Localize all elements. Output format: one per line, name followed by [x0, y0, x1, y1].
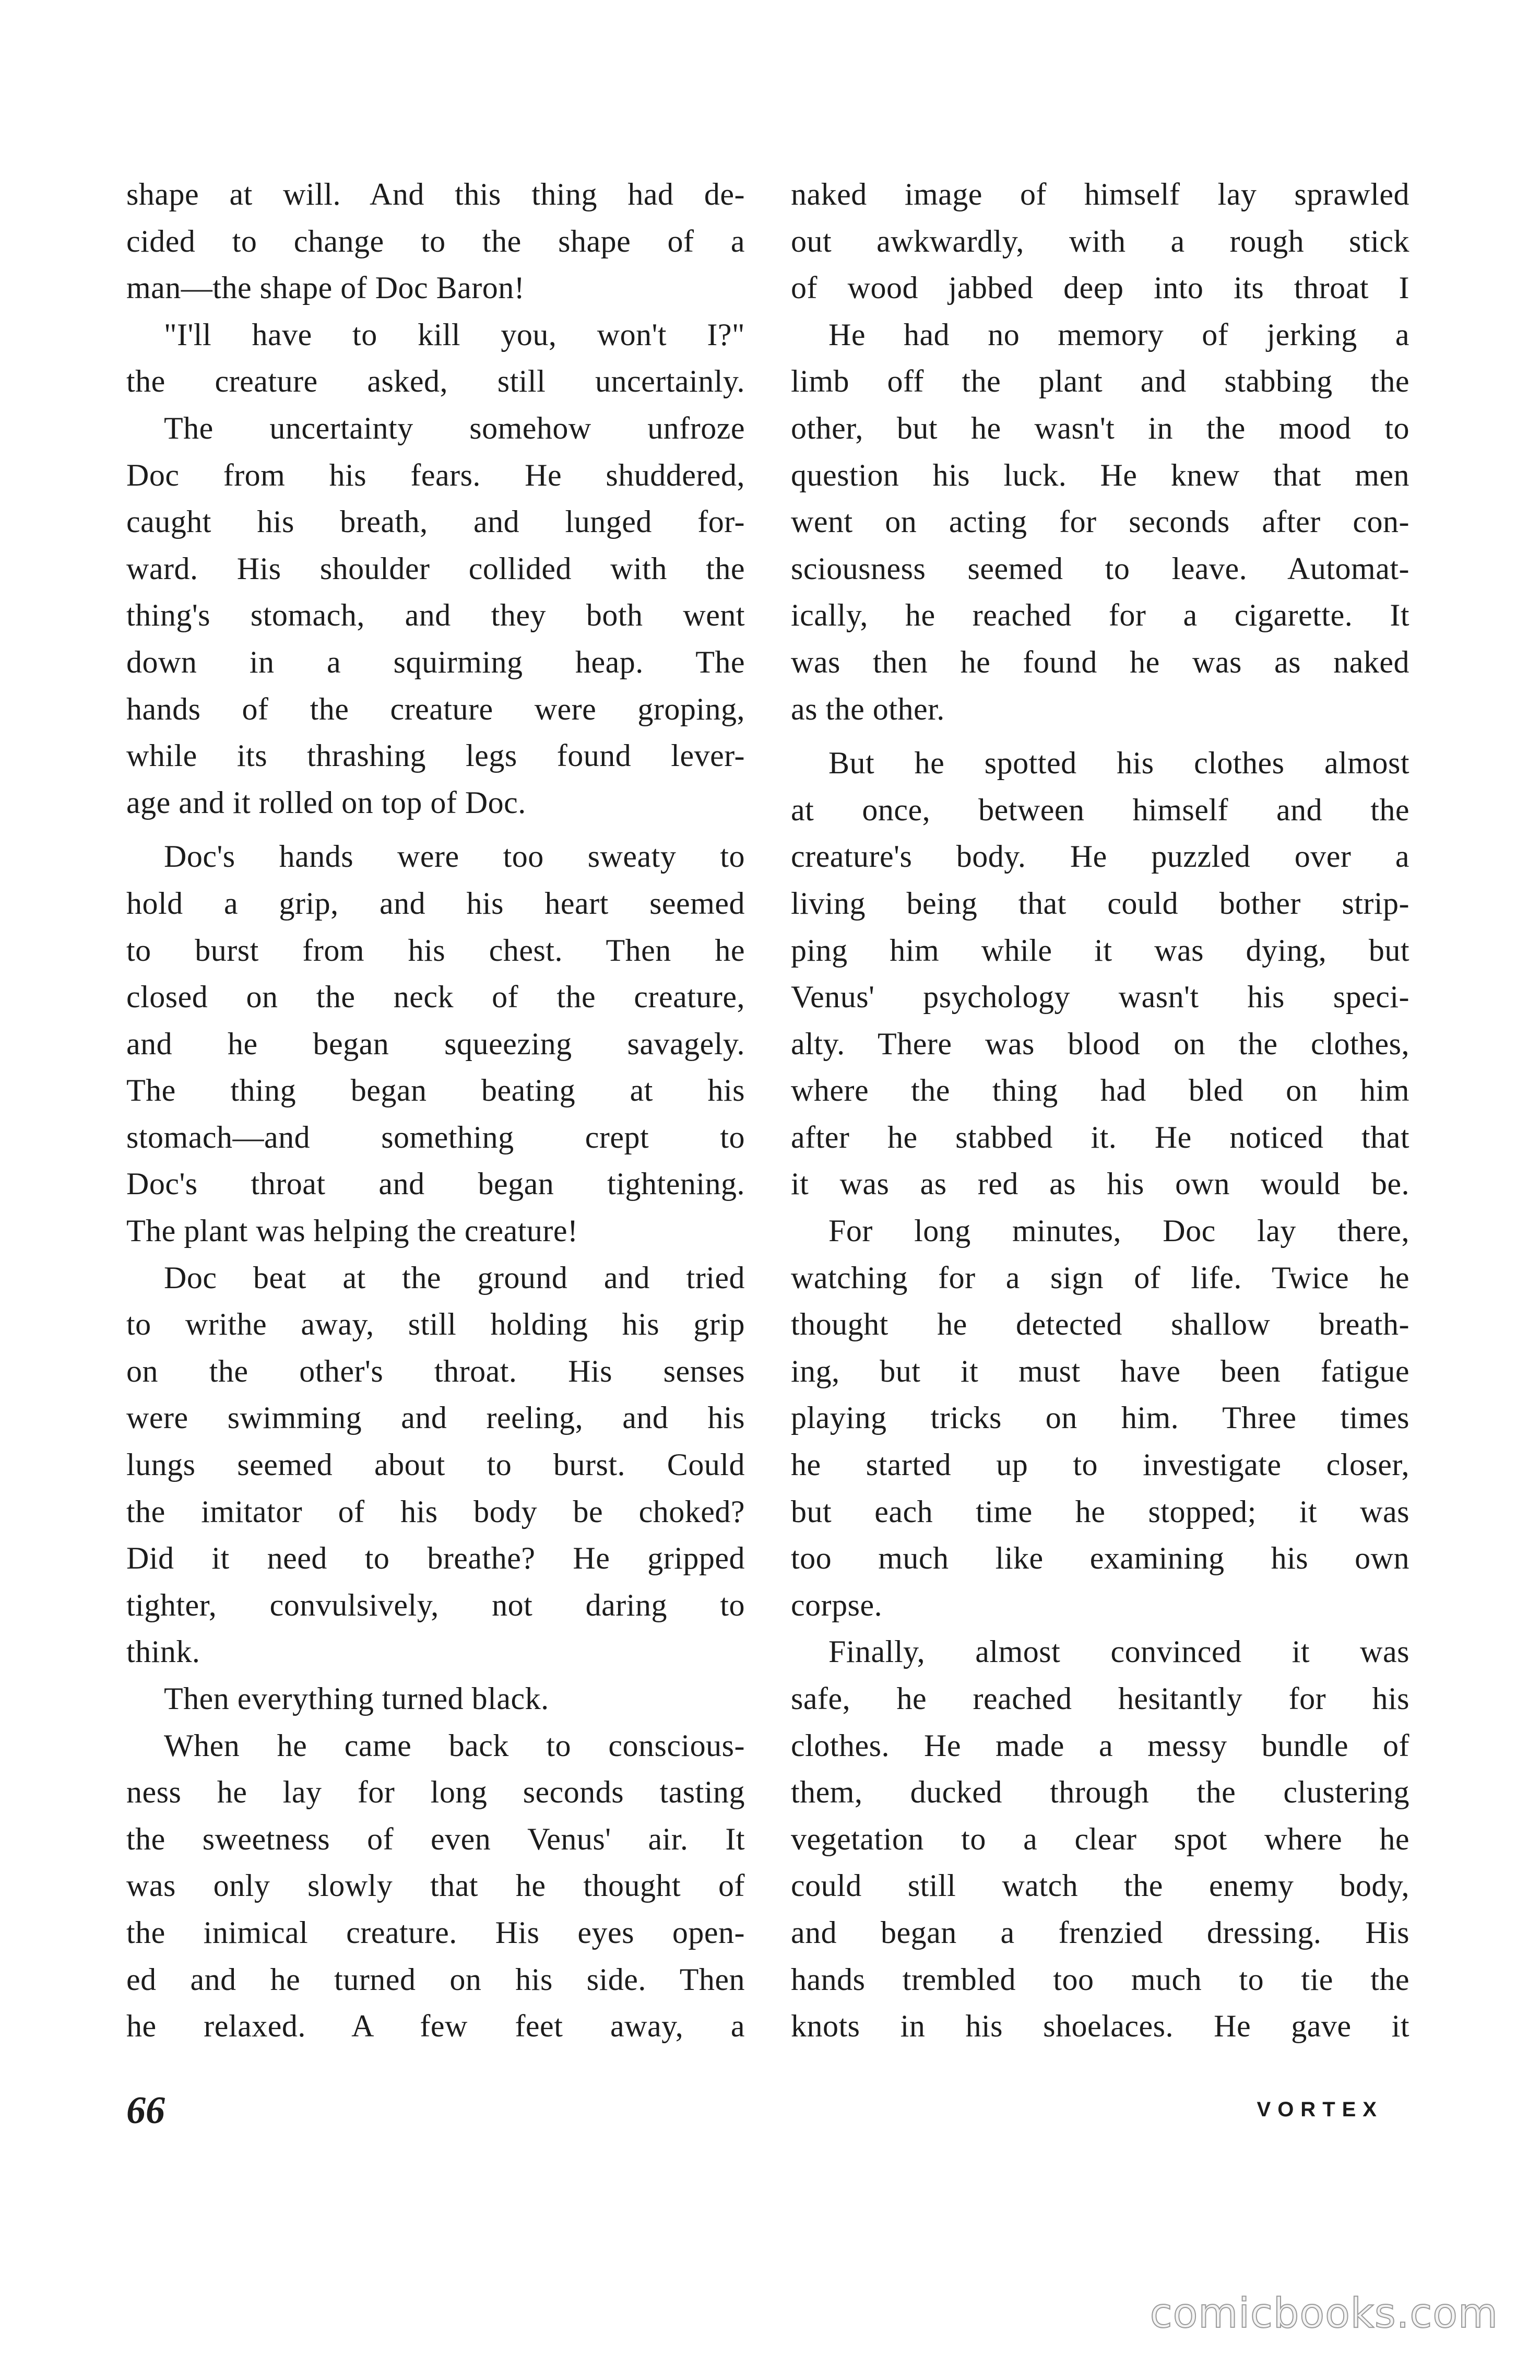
text-column-right — [791, 171, 1409, 2050]
text-line: went on acting for seconds after con- — [791, 504, 1409, 539]
text-line: knots in his shoelaces. He gave it — [791, 2009, 1409, 2044]
text-line: For long minutes, Doc lay there, — [828, 1213, 1409, 1248]
text-line: down in a squirming heap. The — [126, 644, 745, 679]
text-line: hold a grip, and his heart seemed — [126, 886, 745, 921]
text-line: corpse. — [791, 1587, 883, 1622]
text-line: Doc beat at the ground and tried — [164, 1260, 745, 1295]
text-line: ping him while it was dying, but — [791, 933, 1409, 968]
text-line: safe, he reached hesitantly for his — [791, 1681, 1409, 1716]
text-line: But he spotted his clothes almost — [828, 746, 1409, 781]
text-line: other, but he wasn't in the mood to — [791, 410, 1409, 445]
text-line: cided to change to the shape of a — [126, 223, 745, 258]
text-line: naked image of himself lay sprawled — [791, 177, 1409, 211]
text-line: was only slowly that he thought of — [126, 1868, 745, 1903]
text-line: Then everything turned black. — [164, 1681, 549, 1716]
text-line: thought he detected shallow breath- — [791, 1307, 1409, 1342]
running-head: VORTEX — [1257, 2098, 1383, 2121]
text-line: the sweetness of even Venus' air. It — [126, 1821, 745, 1856]
text-line: limb off the plant and stabbing the — [791, 364, 1409, 399]
text-line: The thing began beating at his — [126, 1073, 745, 1108]
text-line: ically, he reached for a cigarette. It — [791, 598, 1409, 633]
text-line: When he came back to conscious- — [164, 1728, 745, 1763]
text-line: the inimical creature. His eyes open- — [126, 1915, 745, 1950]
text-line: and he began squeezing savagely. — [126, 1026, 745, 1061]
text-line: out awkwardly, with a rough stick — [791, 223, 1409, 258]
text-line: but each time he stopped; it was — [791, 1494, 1409, 1529]
text-line: could still watch the enemy body, — [791, 1868, 1409, 1903]
text-line: ward. His shoulder collided with the — [126, 551, 745, 586]
text-line: he relaxed. A few feet away, a — [126, 2009, 745, 2044]
text-line: Doc's throat and began tightening. — [126, 1167, 745, 1201]
text-line: Doc from his fears. He shuddered, — [126, 457, 745, 492]
text-line: living being that could bother strip- — [791, 886, 1409, 921]
text-line: to burst from his chest. Then he — [126, 933, 745, 968]
text-line: Finally, almost convinced it was — [828, 1634, 1409, 1669]
text-line: alty. There was blood on the clothes, — [791, 1026, 1409, 1061]
text-line: them, ducked through the clustering — [791, 1775, 1409, 1810]
text-line: closed on the neck of the creature, — [126, 980, 745, 1015]
text-line: hands trembled too much to tie the — [791, 1962, 1409, 1997]
text-line: shape at will. And this thing had de- — [126, 177, 745, 211]
watermark: comicbooks.com — [1150, 2290, 1498, 2337]
text-line: watching for a sign of life. Twice he — [791, 1260, 1409, 1295]
text-line: caught his breath, and lunged for- — [126, 504, 745, 539]
text-column-left — [126, 171, 745, 2050]
text-line: "I'll have to kill you, won't I?" — [164, 317, 745, 352]
text-line: hands of the creature were groping, — [126, 691, 745, 726]
text-line: at once, between himself and the — [791, 792, 1409, 827]
text-line: creature's body. He puzzled over a — [791, 839, 1409, 874]
text-line: too much like examining his own — [791, 1541, 1409, 1576]
page-number: 66 — [126, 2089, 165, 2132]
text-line: Did it need to breathe? He gripped — [126, 1541, 745, 1576]
text-line: stomach—and something crept to — [126, 1120, 745, 1154]
text-line: and began a frenzied dressing. His — [791, 1915, 1409, 1950]
text-line: He had no memory of jerking a — [828, 317, 1409, 352]
text-line: the imitator of his body be choked? — [126, 1494, 745, 1529]
text-line: lungs seemed about to burst. Could — [126, 1447, 745, 1482]
text-line: question his luck. He knew that men — [791, 457, 1409, 492]
text-line: think. — [126, 1634, 200, 1669]
text-line: was then he found he was as naked — [791, 644, 1409, 679]
text-line: tighter, convulsively, not daring to — [126, 1587, 745, 1622]
text-line: while its thrashing legs found lever- — [126, 738, 745, 773]
text-line: it was as red as his own would be. — [791, 1167, 1409, 1201]
text-line: clothes. He made a messy bundle of — [791, 1728, 1409, 1763]
text-line: playing tricks on him. Three times — [791, 1400, 1409, 1435]
text-line: as the other. — [791, 691, 945, 726]
text-line: ed and he turned on his side. Then — [126, 1962, 745, 1997]
text-line: were swimming and reeling, and his — [126, 1400, 745, 1435]
text-line: he started up to investigate closer, — [791, 1447, 1409, 1482]
text-line: ing, but it must have been fatigue — [791, 1353, 1409, 1388]
text-line: the creature asked, still uncertainly. — [126, 364, 745, 399]
text-line: age and it rolled on top of Doc. — [126, 785, 526, 820]
text-line: ness he lay for long seconds tasting — [126, 1775, 745, 1810]
text-line: Doc's hands were too sweaty to — [164, 839, 745, 874]
text-line: The plant was helping the creature! — [126, 1213, 578, 1248]
text-line: after he stabbed it. He noticed that — [791, 1120, 1409, 1154]
text-line: The uncertainty somehow unfroze — [164, 410, 745, 445]
text-line: man—the shape of Doc Baron! — [126, 270, 525, 305]
text-line: to writhe away, still holding his grip — [126, 1307, 745, 1342]
text-line: sciousness seemed to leave. Automat- — [791, 551, 1409, 586]
text-line: Venus' psychology wasn't his speci- — [791, 980, 1409, 1015]
text-line: where the thing had bled on him — [791, 1073, 1409, 1108]
text-line: thing's stomach, and they both went — [126, 598, 745, 633]
text-line: on the other's throat. His senses — [126, 1353, 745, 1388]
text-line: of wood jabbed deep into its throat I — [791, 270, 1409, 305]
text-line: vegetation to a clear spot where he — [791, 1821, 1409, 1856]
